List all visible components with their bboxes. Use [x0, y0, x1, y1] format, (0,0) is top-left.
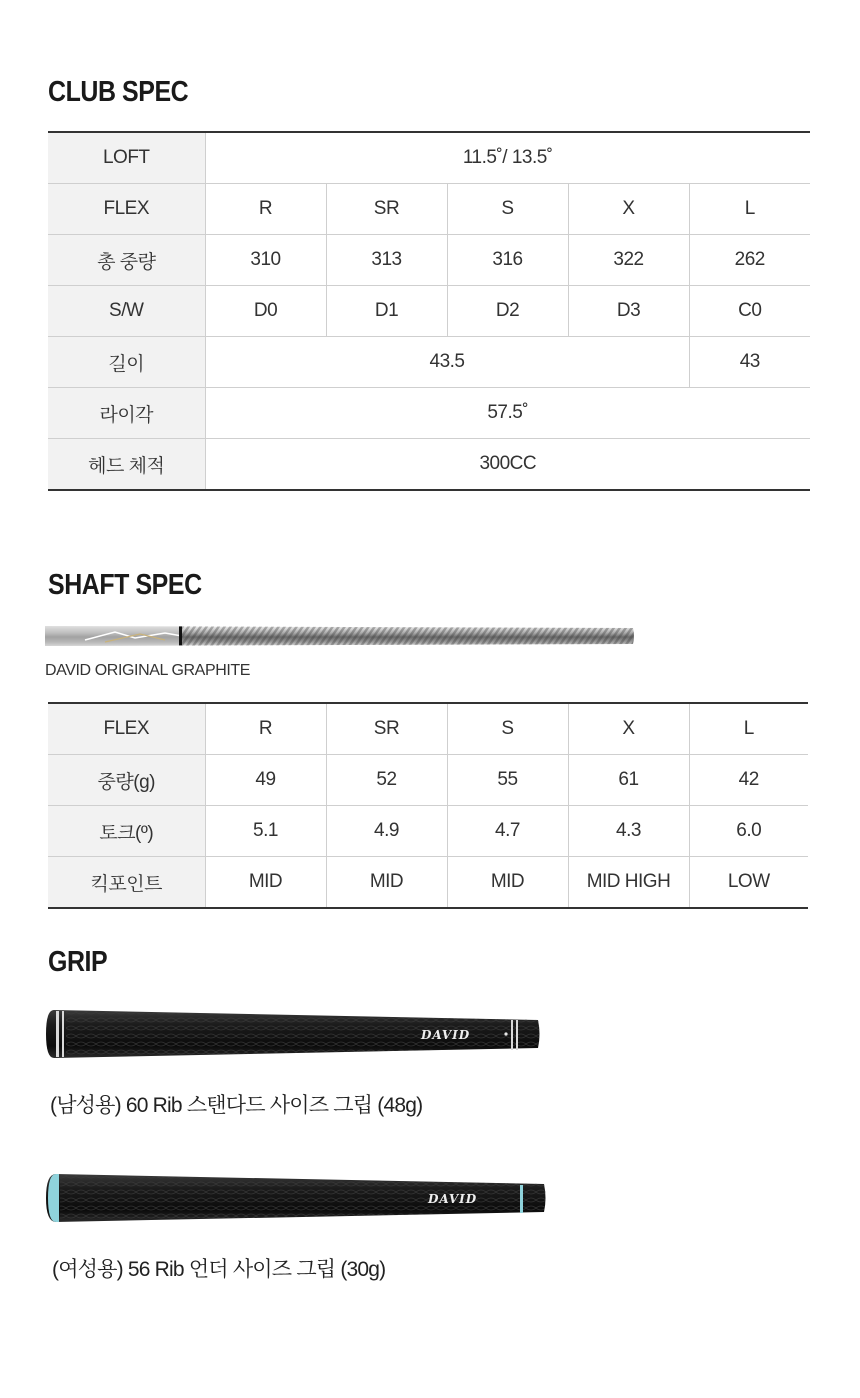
total-weight-cell: 262: [689, 235, 810, 286]
kick-point-cell: MID: [326, 857, 447, 909]
table-row: [48, 235, 810, 286]
head-volume-value: 300CC: [205, 439, 810, 491]
length-value-l: 43: [689, 337, 810, 388]
flex-cell: R: [205, 184, 326, 235]
table-row: [48, 703, 808, 755]
shaft-spec-table: [48, 702, 808, 909]
flex-cell: L: [689, 184, 810, 235]
row-header-loft: LOFT: [48, 132, 205, 184]
shaft-weight-cell: 49: [205, 755, 326, 806]
shaft-name: DAVID ORIGINAL GRAPHITE: [45, 662, 251, 679]
torque-cell: 6.0: [689, 806, 808, 857]
mens-grip-image: [46, 1008, 542, 1062]
table-row: [48, 286, 810, 337]
torque-cell: 4.7: [447, 806, 568, 857]
kick-point-cell: LOW: [689, 857, 808, 909]
table-row: [48, 184, 810, 235]
loft-value: 11.5˚/ 13.5˚: [205, 132, 810, 184]
table-row: [48, 388, 810, 439]
row-header-flex: FLEX: [48, 184, 205, 235]
row-header-total-weight: 총 중량: [48, 235, 205, 286]
club-spec-table: [48, 131, 810, 491]
row-header-length: 길이: [48, 337, 205, 388]
shaft-flex-cell: SR: [326, 703, 447, 755]
shaft-flex-cell: R: [205, 703, 326, 755]
swing-weight-cell: C0: [689, 286, 810, 337]
swing-weight-cell: D1: [326, 286, 447, 337]
womens-grip-image: [46, 1172, 548, 1226]
womens-grip-caption: (여성용) 56 Rib 언더 사이즈 그립 (30g): [52, 1258, 386, 1281]
table-row: [48, 132, 810, 184]
table-row: [48, 755, 808, 806]
row-header-shaft-flex: FLEX: [48, 703, 205, 755]
mens-grip-caption: (남성용) 60 Rib 스탠다드 사이즈 그립 (48g): [50, 1094, 423, 1117]
grip-title: GRIP: [48, 946, 108, 978]
row-header-head-volume: 헤드 체적: [48, 439, 205, 491]
total-weight-cell: 313: [326, 235, 447, 286]
table-row: [48, 337, 810, 388]
swing-weight-cell: D2: [447, 286, 568, 337]
row-header-swing-weight: S/W: [48, 286, 205, 337]
torque-cell: 4.3: [568, 806, 689, 857]
shaft-flex-cell: S: [447, 703, 568, 755]
total-weight-cell: 316: [447, 235, 568, 286]
grip-brand-logo: DAVID: [428, 1192, 478, 1206]
shaft-flex-cell: L: [689, 703, 808, 755]
shaft-image: [45, 624, 635, 650]
swing-weight-cell: D0: [205, 286, 326, 337]
flex-cell: X: [568, 184, 689, 235]
row-header-torque: 토크(º): [48, 806, 205, 857]
flex-cell: SR: [326, 184, 447, 235]
kick-point-cell: MID: [447, 857, 568, 909]
kick-point-cell: MID HIGH: [568, 857, 689, 909]
table-row: [48, 857, 808, 909]
shaft-weight-cell: 52: [326, 755, 447, 806]
torque-cell: 4.9: [326, 806, 447, 857]
table-row: [48, 806, 808, 857]
total-weight-cell: 322: [568, 235, 689, 286]
torque-cell: 5.1: [205, 806, 326, 857]
flex-cell: S: [447, 184, 568, 235]
club-spec-title: CLUB SPEC: [48, 76, 189, 108]
length-value-main: 43.5: [205, 337, 689, 388]
shaft-weight-cell: 61: [568, 755, 689, 806]
shaft-weight-cell: 42: [689, 755, 808, 806]
swing-weight-cell: D3: [568, 286, 689, 337]
total-weight-cell: 310: [205, 235, 326, 286]
table-row: [48, 439, 810, 491]
lie-value: 57.5˚: [205, 388, 810, 439]
row-header-kick-point: 킥포인트: [48, 857, 205, 909]
row-header-lie: 라이각: [48, 388, 205, 439]
row-header-shaft-weight: 중량(g): [48, 755, 205, 806]
shaft-flex-cell: X: [568, 703, 689, 755]
shaft-weight-cell: 55: [447, 755, 568, 806]
shaft-spec-title: SHAFT SPEC: [48, 569, 202, 601]
kick-point-cell: MID: [205, 857, 326, 909]
grip-brand-logo: DAVID: [421, 1028, 471, 1042]
